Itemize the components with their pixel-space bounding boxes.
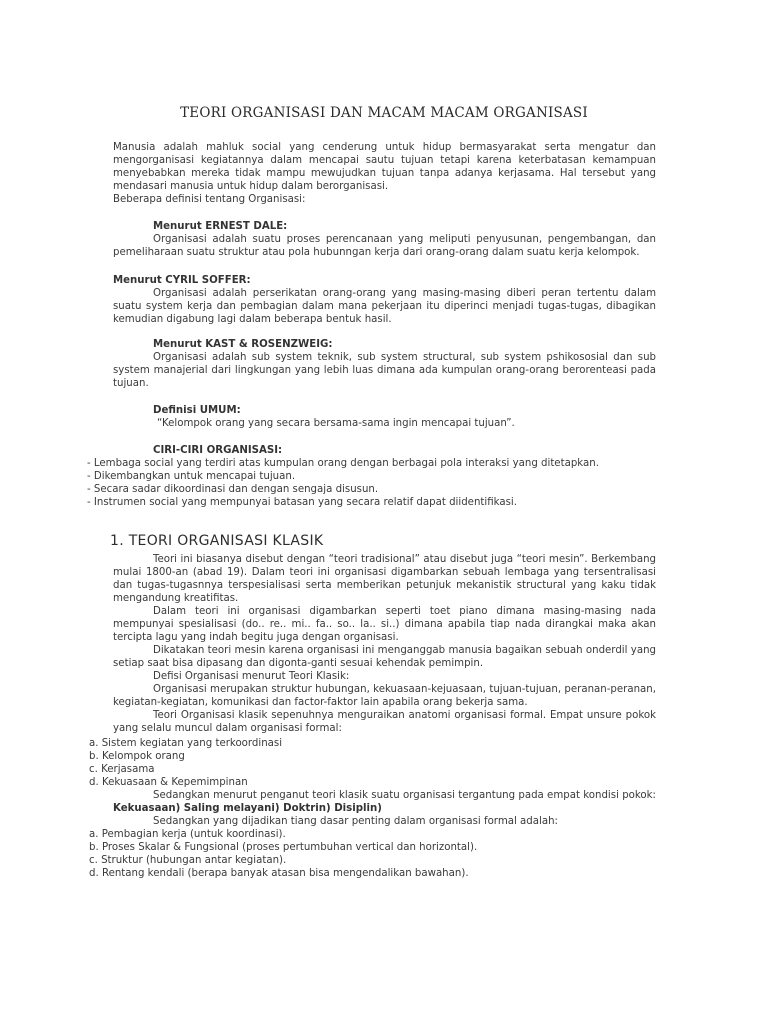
list-item: d. Rentang kendali (berapa banyak atasan bisa mengendalikan bawahan). [89,868,469,879]
section-paragraph: Teori ini biasanya disebut dengan “teori tradisional” atau disebut juga “teori mesin”. Berkembang mulai 1800-an (abad 19). Dalam teori ini organisasi digambarkan sebuah lembaga yang tersentralisasi dan tugas-tugasnnya terspesialisasi serta memberikan petunjuk mekanistik structural yang kaku tidak mengandung kreatifitas. [113,554,656,604]
definition-dale-heading: Menurut ERNEST DALE: [153,221,288,232]
intro-paragraph: Manusia adalah mahluk social yang cenderung untuk hidup bermasyarakat serta mengatur dan mengorganisasi kegiatannya dalam mencapai sautu tujuan tetapi karena keterbatasan kemampuan menyebabkan mereka tidak mampu mewujudkan tujuan tanpa adanya kerjasama. Hal tersebut yang mendasari manusia untuk hidup dalam berorganisasi. [113,142,656,192]
kondisi-block [113,789,656,828]
definition-soffer [113,274,656,326]
ciri-list [87,457,687,509]
definition-dale-text: Organisasi adalah suatu proses perencanaan yang meliputi penyusunan, pengembangan, dan pemeliharaan suatu struktur atau pola hubunngan kerja dari orang-orang dalam suatu kerja kelompok. [113,234,656,258]
section-paragraph: Dikatakan teori mesin karena organisasi ini menganggab manusia bagaikan sebuah onderdil yang setiap saat bisa dipasang dan digonta-ganti sesuai kehendak pemimpin. [113,645,656,669]
definition-soffer-text: Organisasi adalah perserikatan orang-orang yang masing-masing diberi peran tertentu dalam suatu system kerja dan pembagian dalam mana pekerjaan itu diperinci menjadi tugas-tugas, dibagikan kemudian digabung lagi dalam beberapa bentuk hasil. [113,288,656,325]
section-paragraph: Organisasi merupakan struktur hubungan, kekuasaan-kejuasaan, tujuan-tujuan, peranan-peranan, kegiatan-kegiatan, komunikasi dan factor-faktor lain apabila orang bekerja sama. [113,684,656,708]
list-item: - Lembaga social yang terdiri atas kumpulan orang dengan berbagai pola interaksi yang ditetapkan. [87,458,599,469]
kondisi-bold-terms: Kekuasaan) Saling melayani) Doktrin) Disiplin) [113,803,382,814]
section-heading: 1. TEORI ORGANISASI KLASIK [110,533,324,549]
list-item: d. Kekuasaan & Kepemimpinan [89,777,248,788]
list-item: - Secara sadar dikoordinasi dan dengan sengaja disusun. [87,484,379,495]
list-item: c. Struktur (hubungan antar kegiatan). [89,855,287,866]
definition-soffer-heading: Menurut CYRIL SOFFER: [113,275,251,286]
definition-kast-heading: Menurut KAST & ROSENZWEIG: [153,339,333,350]
list-item: c. Kerjasama [89,764,155,775]
ciri-heading: CIRI-CIRI ORGANISASI: [153,445,283,456]
section-paragraph: Dalam teori ini organisasi digambarkan seperti toet piano dimana masing-masing nada mempunyai spesialisasi (do.. re.. mi.. fa.. so.. la.. si..) dimana apabila tiap nada dirangkai maka akan tercipta lagu yang indah begitu juga dengan organisasi. [113,606,656,643]
ciri-heading-block [113,444,656,457]
kondisi-text: Sedangkan menurut penganut teori klasik suatu organisasi tergantung pada empat kondisi pokok: [153,790,656,801]
section-body [113,553,656,735]
definition-umum-heading: Definisi UMUM: [153,405,241,416]
page-title: TEORI ORGANISASI DAN MACAM MACAM ORGANISASI [180,105,588,121]
definition-kast [113,338,656,390]
definition-umum-text: “Kelompok orang yang secara bersama-sama ingin mencapai tujuan”. [157,418,515,429]
intro-block [113,141,656,206]
list-item: - Dikembangkan untuk mencapai tujuan. [87,471,296,482]
definition-kast-text: Organisasi adalah sub system teknik, sub system structural, sub system pshikososial dan sub system manajerial dari lingkungan yang lebih luas dimana ada kumpulan orang-orang berorenteasi pada tujuan. [113,352,656,389]
section-paragraph: Defisi Organisasi menurut Teori Klasik: [153,671,350,682]
section-paragraph: Teori Organisasi klasik sepenuhnya menguraikan anatomi organisasi formal. Empat unsure pokok yang selalu muncul dalam organisasi formal: [113,710,656,734]
tiang-dasar-paragraph: Sedangkan yang dijadikan tiang dasar penting dalam organisasi formal adalah: [153,816,558,827]
kondisi-paragraph [113,789,656,815]
definition-umum [113,404,656,430]
list-item: a. Pembagian kerja (untuk koordinasi). [89,829,286,840]
list-item: b. Kelompok orang [89,751,185,762]
unsur-list [89,737,689,789]
list-item: b. Proses Skalar & Fungsional (proses pertumbuhan vertical dan horizontal). [89,842,478,853]
list-item: - Instrumen social yang mempunyai batasan yang secara relatif dapat diidentifikasi. [87,497,517,508]
tiang-dasar-list [89,828,689,880]
definition-dale [113,220,656,259]
list-item: a. Sistem kegiatan yang terkoordinasi [89,738,283,749]
intro-definitions-lead: Beberapa definisi tentang Organisasi: [113,194,306,205]
